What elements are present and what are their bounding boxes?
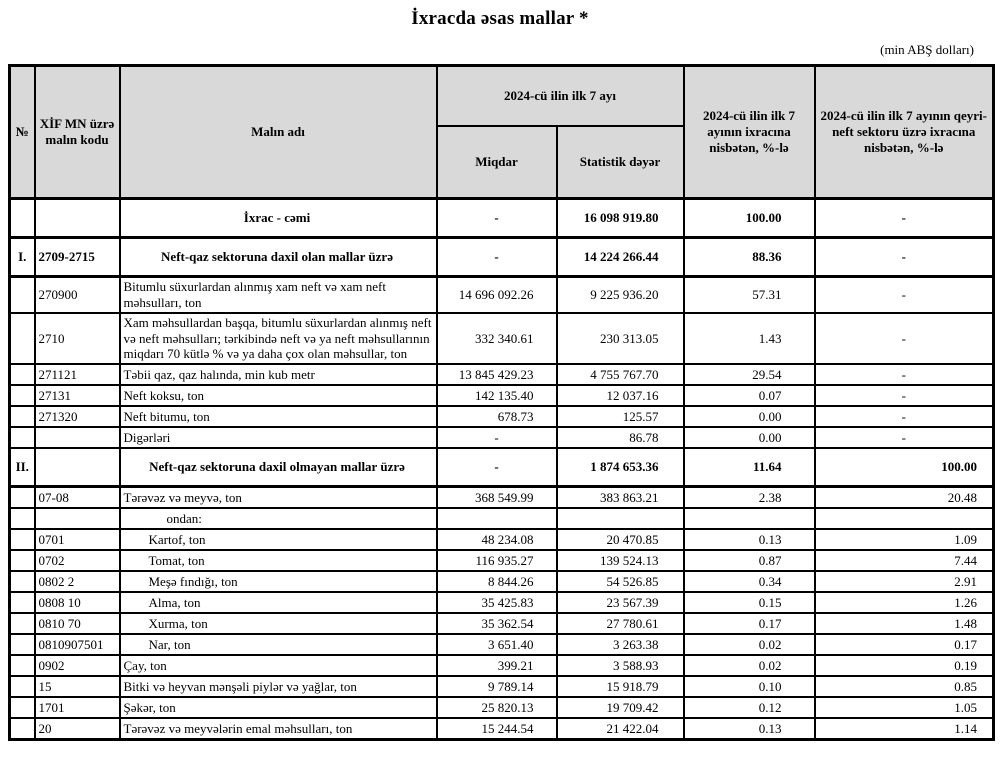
cell-pct: 11.64 [684,448,815,487]
cell-no [10,199,35,238]
cell-no: I. [10,238,35,277]
table-row [10,487,994,509]
cell-no [10,718,35,740]
cell-code: 0702 [35,550,120,571]
cell-nonoil: - [815,406,994,427]
cell-qty: 9 789.14 [437,676,557,697]
cell-name: Tomat, ton [120,550,437,571]
table-row [10,199,994,238]
cell-qty: 332 340.61 [437,313,557,365]
cell-code: 0810907501 [35,634,120,655]
cell-code [35,448,120,487]
cell-qty: 13 845 429.23 [437,364,557,385]
table-row [10,529,994,550]
cell-no [10,592,35,613]
cell-qty: 116 935.27 [437,550,557,571]
header-row-top [10,66,994,127]
cell-name: Nar, ton [120,634,437,655]
cell-code: 0701 [35,529,120,550]
cell-pct: 0.13 [684,529,815,550]
table-row [10,676,994,697]
cell-name: Meşə fındığı, ton [120,571,437,592]
cell-nonoil: 2.91 [815,571,994,592]
cell-name: Çay, ton [120,655,437,676]
cell-name: Şəkər, ton [120,697,437,718]
cell-pct: 0.87 [684,550,815,571]
table-row [10,277,994,313]
cell-name: Neft-qaz sektoruna daxil olan mallar üzrə [120,238,437,277]
cell-pct [684,508,815,529]
unit-note: (min ABŞ dolları) [880,42,974,57]
cell-value: 16 098 919.80 [557,199,684,238]
cell-value: 23 567.39 [557,592,684,613]
cell-qty: 48 234.08 [437,529,557,550]
cell-name: Kartof, ton [120,529,437,550]
cell-value: 1 874 653.36 [557,448,684,487]
cell-nonoil: - [815,238,994,277]
cell-no [10,676,35,697]
cell-name: İxrac - cəmi [120,199,437,238]
cell-pct: 0.00 [684,406,815,427]
cell-qty: 8 844.26 [437,571,557,592]
cell-nonoil [815,508,994,529]
cell-no [10,697,35,718]
cell-qty: 15 244.54 [437,718,557,740]
cell-value: 21 422.04 [557,718,684,740]
cell-value: 19 709.42 [557,697,684,718]
cell-name: Neft-qaz sektoruna daxil olmayan mallar üzrə [120,448,437,487]
cell-pct: 0.10 [684,676,815,697]
cell-pct: 0.07 [684,385,815,406]
cell-nonoil: 20.48 [815,487,994,509]
cell-value: 14 224 266.44 [557,238,684,277]
col-header-stat-value: Statistik dəyər [557,126,684,199]
cell-nonoil: - [815,313,994,365]
table-row [10,385,994,406]
cell-code: 07-08 [35,487,120,509]
cell-name: Bitki və heyvan mənşəli piylər və yağlar, ton [120,676,437,697]
cell-no [10,571,35,592]
cell-nonoil: 0.19 [815,655,994,676]
cell-code: 2709-2715 [35,238,120,277]
cell-pct: 57.31 [684,277,815,313]
cell-qty: - [437,238,557,277]
table-row [10,448,994,487]
cell-nonoil: 100.00 [815,448,994,487]
cell-pct: 2.38 [684,487,815,509]
cell-name: Alma, ton [120,592,437,613]
cell-code [35,508,120,529]
cell-pct: 0.34 [684,571,815,592]
cell-no [10,529,35,550]
cell-name: Bitumlu süxurlardan alınmış xam neft və xam neft məhsulları, ton [120,277,437,313]
cell-value: 3 263.38 [557,634,684,655]
cell-qty: - [437,199,557,238]
cell-nonoil: 1.48 [815,613,994,634]
table-row [10,613,994,634]
col-header-quantity: Miqdar [437,126,557,199]
cell-nonoil: 1.14 [815,718,994,740]
cell-value: 230 313.05 [557,313,684,365]
cell-value: 86.78 [557,427,684,448]
cell-pct: 0.02 [684,655,815,676]
table-row [10,571,994,592]
cell-nonoil: - [815,364,994,385]
cell-no [10,634,35,655]
cell-qty: 35 362.54 [437,613,557,634]
cell-code: 27131 [35,385,120,406]
cell-no [10,550,35,571]
table-body [10,199,994,740]
cell-no [10,385,35,406]
cell-no [10,427,35,448]
cell-qty [437,508,557,529]
cell-nonoil: - [815,427,994,448]
cell-pct: 0.15 [684,592,815,613]
cell-nonoil: - [815,277,994,313]
cell-code: 1701 [35,697,120,718]
col-header-code: XİF MN üzrə malın kodu [35,66,120,199]
cell-pct: 0.12 [684,697,815,718]
col-header-pct-nonoil: 2024-cü ilin ilk 7 ayının qeyri-neft sektoru üzrə ixracına nisbətən, %-lə [815,66,994,199]
cell-pct: 0.02 [684,634,815,655]
cell-value: 15 918.79 [557,676,684,697]
exports-table [8,64,995,741]
cell-no [10,487,35,509]
cell-name: Tərəvəz və meyvələrin emal məhsulları, ton [120,718,437,740]
cell-no [10,277,35,313]
cell-code: 0810 70 [35,613,120,634]
table-row [10,634,994,655]
cell-value: 9 225 936.20 [557,277,684,313]
cell-name: ondan: [120,508,437,529]
table-row [10,364,994,385]
cell-nonoil: 1.26 [815,592,994,613]
cell-value: 139 524.13 [557,550,684,571]
cell-code: 0902 [35,655,120,676]
cell-qty: 3 651.40 [437,634,557,655]
cell-qty: 14 696 092.26 [437,277,557,313]
cell-no [10,613,35,634]
cell-pct: 0.17 [684,613,815,634]
cell-value: 27 780.61 [557,613,684,634]
cell-code: 20 [35,718,120,740]
table-row [10,697,994,718]
cell-name: Tərəvəz və meyvə, ton [120,487,437,509]
table-row [10,550,994,571]
cell-pct: 0.13 [684,718,815,740]
cell-qty: 35 425.83 [437,592,557,613]
cell-value: 4 755 767.70 [557,364,684,385]
cell-code [35,199,120,238]
table-row [10,427,994,448]
cell-name: Təbii qaz, qaz halında, min kub metr [120,364,437,385]
cell-qty: 142 135.40 [437,385,557,406]
page-title: İxracda əsas mallar * [411,8,589,29]
cell-nonoil: 0.85 [815,676,994,697]
table-row [10,238,994,277]
cell-nonoil: - [815,385,994,406]
cell-code: 2710 [35,313,120,365]
cell-qty: 399.21 [437,655,557,676]
cell-code: 271320 [35,406,120,427]
cell-code: 15 [35,676,120,697]
col-header-period-group: 2024-cü ilin ilk 7 ayı [437,66,684,127]
cell-no [10,313,35,365]
cell-name: Digərləri [120,427,437,448]
cell-name: Neft koksu, ton [120,385,437,406]
cell-value: 125.57 [557,406,684,427]
cell-name: Neft bitumu, ton [120,406,437,427]
cell-code: 270900 [35,277,120,313]
table-row [10,508,994,529]
cell-code: 271121 [35,364,120,385]
table-row [10,406,994,427]
cell-pct: 1.43 [684,313,815,365]
cell-pct: 0.00 [684,427,815,448]
cell-qty: - [437,448,557,487]
cell-nonoil: 1.05 [815,697,994,718]
cell-qty: 25 820.13 [437,697,557,718]
cell-no: II. [10,448,35,487]
cell-code [35,427,120,448]
table-row [10,718,994,740]
cell-value: 383 863.21 [557,487,684,509]
col-header-pct-exports: 2024-cü ilin ilk 7 ayının ixracına nisbətən, %-lə [684,66,815,199]
cell-pct: 100.00 [684,199,815,238]
cell-value: 12 037.16 [557,385,684,406]
cell-qty: 678.73 [437,406,557,427]
cell-code: 0802 2 [35,571,120,592]
cell-value [557,508,684,529]
cell-no [10,406,35,427]
cell-value: 20 470.85 [557,529,684,550]
table-header [10,66,994,199]
cell-name: Xam məhsullardan başqa, bitumlu süxurlardan alınmış neft və neft məhsulları; tərkibində neft və ya neft məhsullarının miqdarı 70 kütlə % və ya daha çox olan məhsullar, ton [120,313,437,365]
cell-qty: - [437,427,557,448]
cell-no [10,508,35,529]
table-row [10,655,994,676]
cell-value: 3 588.93 [557,655,684,676]
cell-value: 54 526.85 [557,571,684,592]
cell-nonoil: - [815,199,994,238]
cell-pct: 88.36 [684,238,815,277]
table-row [10,313,994,365]
cell-nonoil: 1.09 [815,529,994,550]
cell-qty: 368 549.99 [437,487,557,509]
cell-pct: 29.54 [684,364,815,385]
table-row [10,592,994,613]
cell-nonoil: 7.44 [815,550,994,571]
cell-no [10,364,35,385]
col-header-no: № [10,66,35,199]
col-header-name: Malın adı [120,66,437,199]
cell-code: 0808 10 [35,592,120,613]
cell-no [10,655,35,676]
cell-nonoil: 0.17 [815,634,994,655]
cell-name: Xurma, ton [120,613,437,634]
